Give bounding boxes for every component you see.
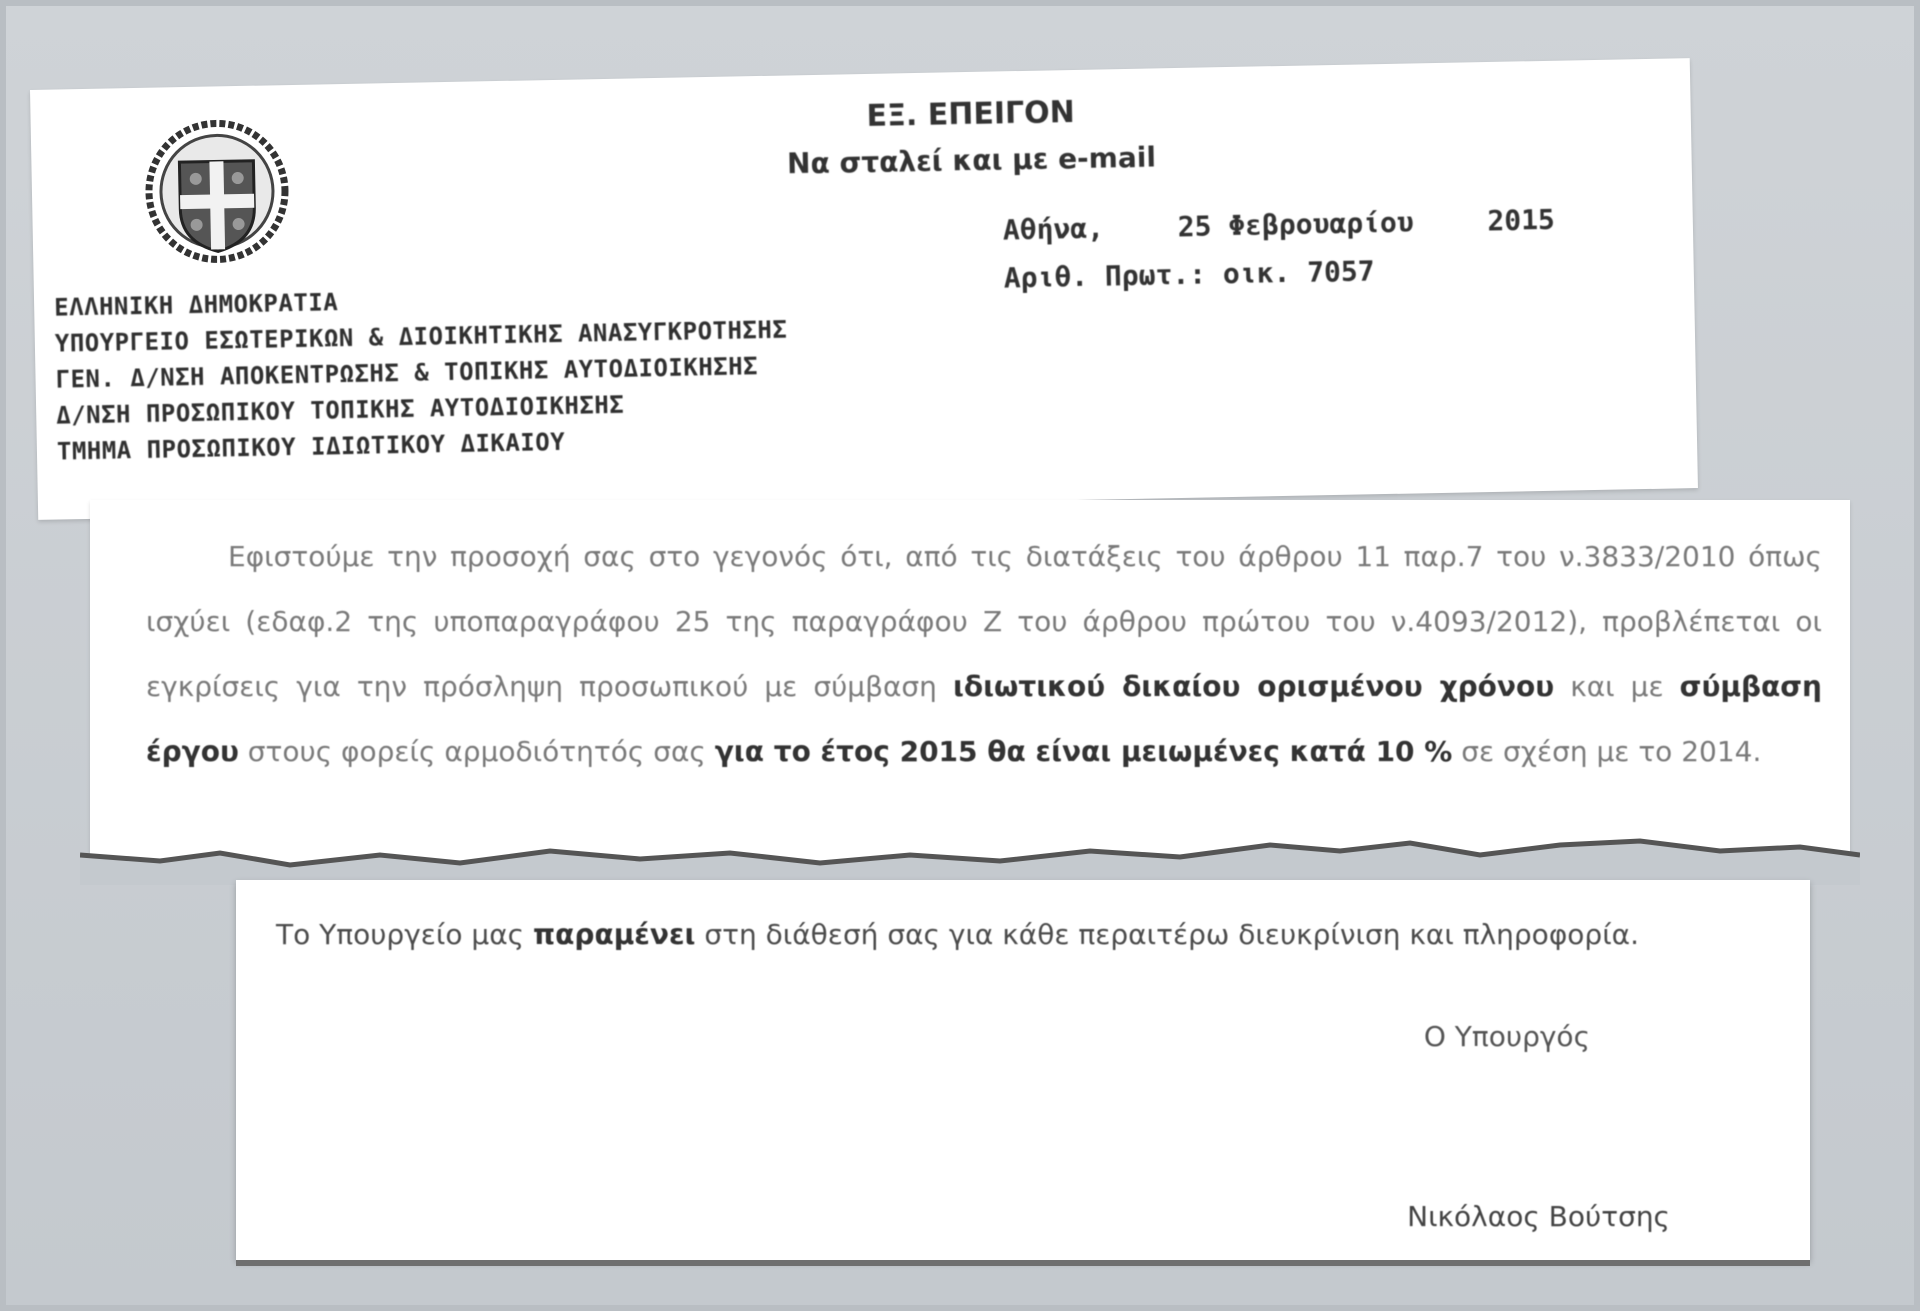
torn-edge — [80, 815, 1860, 885]
date-year: 2015 — [1487, 202, 1556, 238]
authority-block — [54, 271, 1017, 469]
authority-line: Δ/ΝΣΗ ΠΡΟΣΩΠΙΚΟΥ ΤΟΠΙΚΗΣ ΑΥΤΟΔΙΟΙΚΗΣΗΣ — [55, 390, 625, 430]
body-bold-reduction: για το έτος 2015 θα είναι μειωμένες κατά 10 % — [714, 735, 1453, 768]
minister-signature: Νικόλαος Βούτσης — [1407, 1200, 1670, 1233]
protocol-line — [1003, 244, 1556, 303]
place: Αθήνα, — [1002, 211, 1105, 247]
closing-text-bold: παραμένει — [533, 918, 696, 951]
body-text-e: σε σχέση με το 2014. — [1461, 735, 1762, 768]
authority-line: ΥΠΟΥΡΓΕΙΟ ΕΣΩΤΕΡΙΚΩΝ & ΔΙΟΙΚΗΤΙΚΗΣ ΑΝΑΣΥΓΚΡΟΤΗΣΗΣ — [54, 315, 788, 358]
body-paragraph — [146, 524, 1822, 784]
urgent-label: ΕΞ. ΕΠΕΙΓΟΝ — [866, 94, 1076, 134]
authority-line: ΕΛΛΗΝΙΚΗ ΔΗΜΟΚΡΑΤΙΑ — [53, 288, 339, 322]
protocol-label: Αριθ. Πρωτ.: — [1003, 257, 1207, 295]
protocol-number: οικ. 7057 — [1222, 254, 1375, 291]
closing-text-b: στη διάθεσή σας για κάθε περαιτέρω διευκρίνιση και πληροφορία. — [704, 918, 1640, 951]
body-text-d: στους φορείς αρμοδιότητός σας — [247, 735, 706, 768]
body-text-c: και με — [1570, 670, 1664, 703]
closing-strip — [236, 880, 1810, 1260]
letterhead-strip — [30, 58, 1698, 520]
urgency-header — [770, 88, 1172, 188]
body-strip — [90, 500, 1850, 865]
body-bold-contract-type: ιδιωτικού δικαίου ορισμένου χρόνου — [952, 670, 1555, 703]
body-bold-project-contract: σύμβαση έργου — [146, 670, 1822, 768]
authority-line: ΓΕΝ. Δ/ΝΣΗ ΑΠΟΚΕΝΤΡΩΣΗΣ & ΤΟΠΙΚΗΣ ΑΥΤΟΔΙΟΙΚΗΣΗΣ — [55, 352, 759, 394]
authority-line: ΤΜΗΜΑ ΠΡΟΣΩΠΙΚΟΥ ΙΔΙΩΤΙΚΟΥ ΔΙΚΑΙΟΥ — [56, 427, 566, 466]
date-protocol-block — [1002, 196, 1556, 303]
greek-cross-shield-emblem-icon — [141, 115, 294, 268]
date-day-month: 25 Φεβρουαρίου — [1177, 205, 1414, 243]
closing-text-a: Το Υπουργείο μας — [276, 918, 525, 951]
email-note: Να σταλεί και με e-mail — [786, 140, 1157, 181]
body-text-a: Εφιστούμε την προσοχή σας στο γεγονός ότι, από τις διατάξεις του άρθρου 11 παρ.7 του ν.3833/2010 όπως ισχύει (εδαφ.2 της υποπαραγράφου 25 της παραγράφου Ζ του άρθρου πρώτου του ν.4093/2012), προβλέπεται οι εγκρίσεις για την πρόσληψη προσωπικού με σύμβαση — [146, 540, 1822, 703]
closing-sentence — [276, 918, 1776, 951]
minister-title: Ο Υπουργός — [1423, 1020, 1590, 1053]
